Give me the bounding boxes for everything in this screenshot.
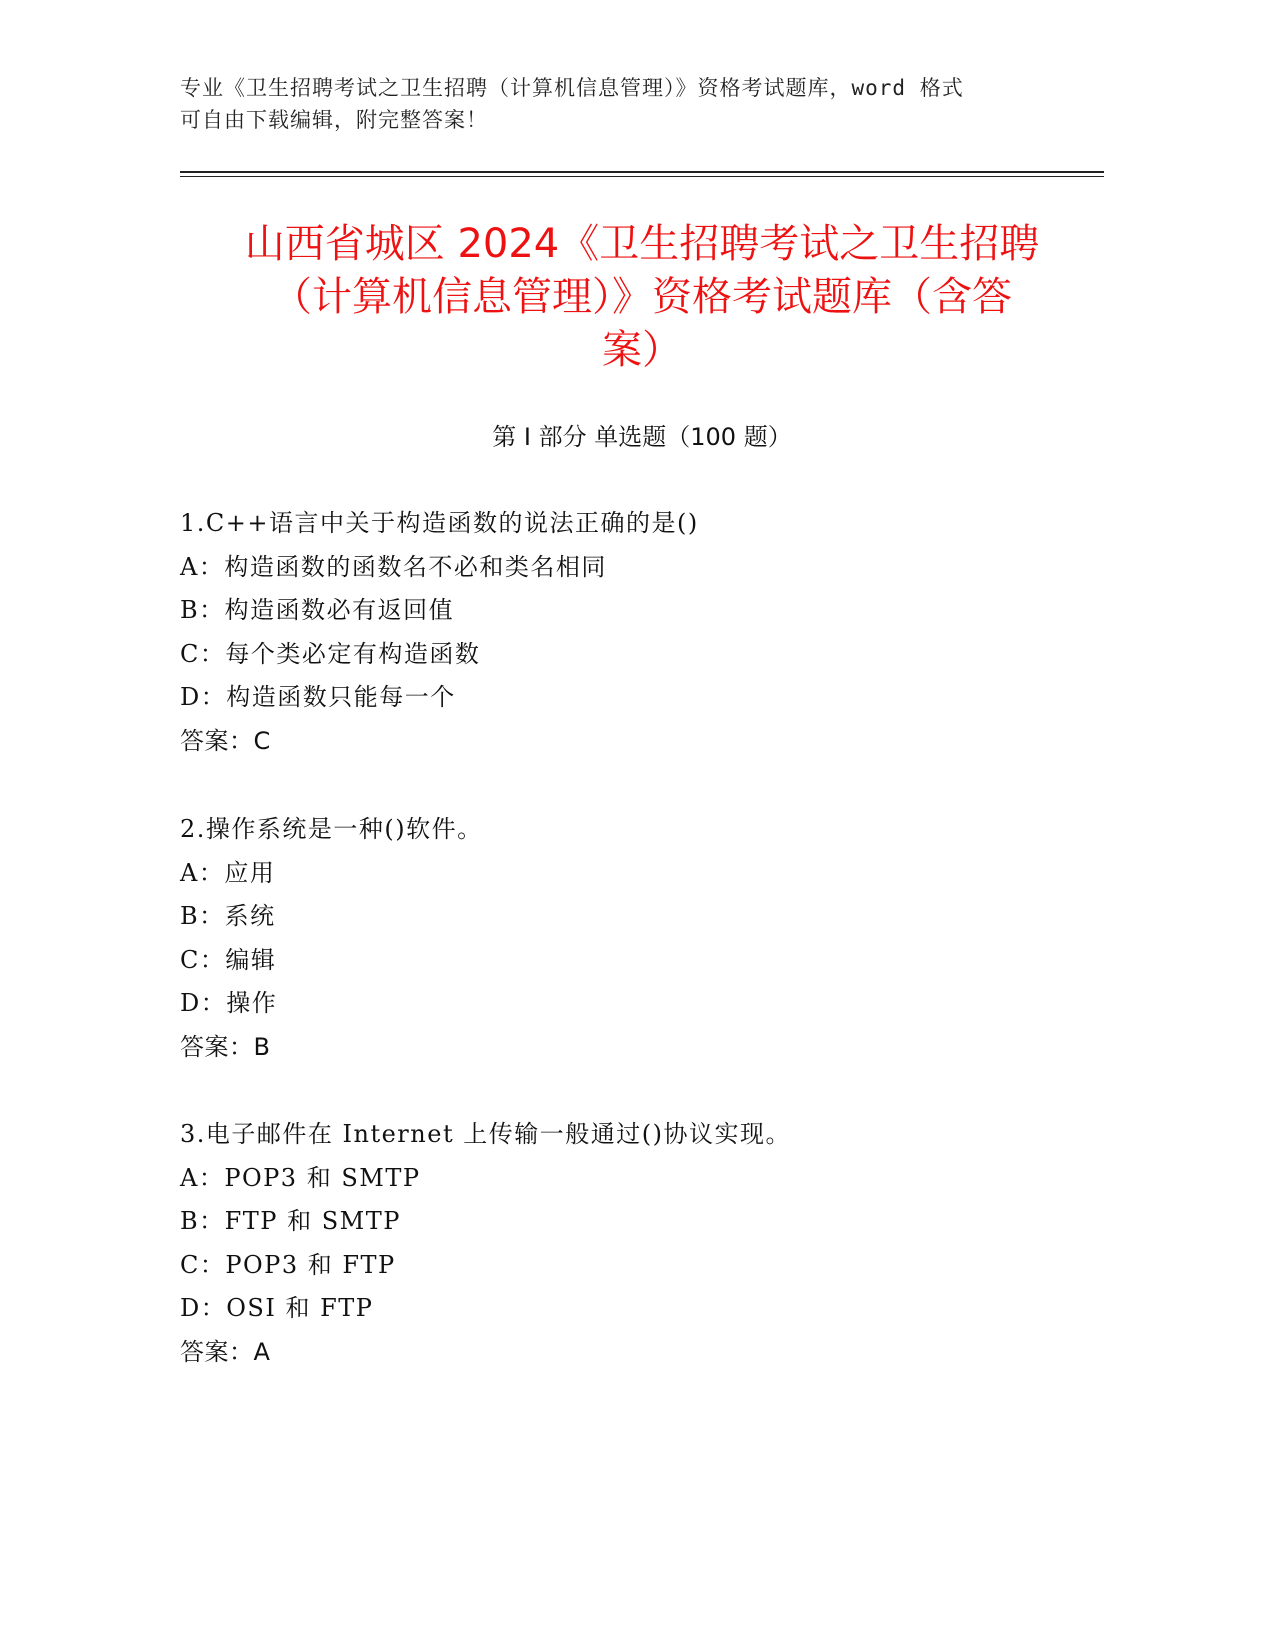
question-answer: 答案：C [180, 726, 271, 755]
question-answer: 答案：A [180, 1337, 271, 1366]
header-note-line: 可自由下载编辑，附完整答案！ [180, 108, 488, 132]
question-stem: 3.电子邮件在 Internet 上传输一般通过()协议实现。 [180, 1120, 791, 1148]
section-heading: 第 I 部分 单选题（100 题） [492, 423, 792, 451]
question-option: D：操作 [180, 989, 278, 1017]
question-answer: 答案：B [180, 1032, 271, 1061]
question-item [180, 1113, 1080, 1374]
question-option: A：POP3 和 SMTP [180, 1163, 421, 1192]
header-divider-thin [180, 176, 1104, 177]
question-option: B：系统 [180, 902, 276, 930]
title-line: （计算机信息管理）》资格考试题库（含答 [272, 274, 1012, 320]
question-item [180, 502, 1080, 763]
title-line: 山西省城区 2024《卫生招聘考试之卫生招聘 [244, 221, 1040, 267]
question-option: B：构造函数必有返回值 [180, 596, 455, 624]
header-note [180, 72, 1060, 136]
question-option: C：每个类必定有构造函数 [180, 639, 481, 668]
header-divider [180, 171, 1104, 173]
question-option: B：FTP 和 SMTP [180, 1207, 401, 1235]
question-option: A：应用 [180, 858, 276, 887]
question-option: D：OSI 和 FTP [180, 1294, 374, 1322]
question-item [180, 808, 1080, 1069]
question-option: D：构造函数只能每一个 [180, 683, 456, 711]
question-option: C：POP3 和 FTP [180, 1250, 396, 1279]
question-option: A：构造函数的函数名不必和类名相同 [180, 552, 607, 581]
question-stem: 2.操作系统是一种()软件。 [180, 815, 483, 843]
question-stem: 1.C++语言中关于构造函数的说法正确的是() [180, 509, 699, 537]
header-note-line: 专业《卫生招聘考试之卫生招聘（计算机信息管理）》资格考试题库，word 格式 [180, 76, 964, 100]
document-title [180, 218, 1104, 377]
question-option: C：编辑 [180, 945, 277, 974]
title-line: 案） [602, 327, 682, 373]
